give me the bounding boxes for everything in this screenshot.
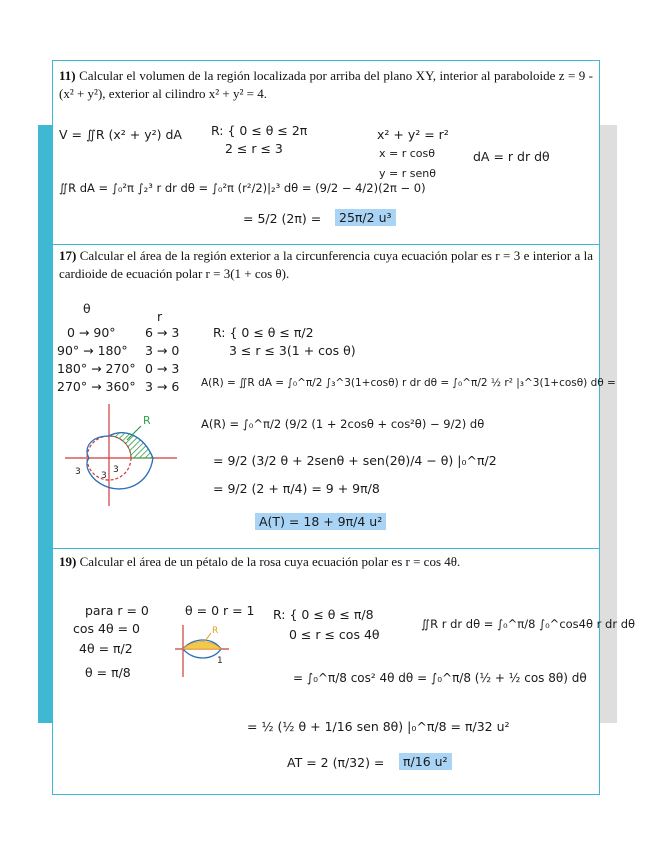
p19-integral-step-2: = ∫₀^π/8 cos² 4θ dθ = ∫₀^π/8 (½ + ½ cos 8θ) dθ bbox=[293, 671, 587, 685]
p17-theta-row-1: 0 → 90° bbox=[67, 325, 116, 340]
p19-total-area: AT = 2 (π/32) = bbox=[287, 755, 385, 770]
p19-final-answer: π/16 u² bbox=[399, 753, 452, 770]
p17-region-r: 3 ≤ r ≤ 3(1 + cos θ) bbox=[229, 343, 356, 358]
p19-region-theta: R: { 0 ≤ θ ≤ π/8 bbox=[273, 607, 374, 622]
p17-area-step-1: A(R) = ∬R dA = ∫₀^π/2 ∫₃^3(1+cosθ) r dr dθ = ∫₀^π/2 ½ r² |₃^3(1+cosθ) dθ = bbox=[201, 377, 616, 389]
p19-integral-step-3: = ½ (½ θ + 1/16 sen 8θ) |₀^π/8 = π/32 u² bbox=[247, 719, 510, 734]
p11-result-step: = 5/2 (2π) = bbox=[243, 211, 322, 226]
exercise-sheet bbox=[52, 60, 636, 795]
p19-integral-setup: ∬R r dr dθ = ∫₀^π/8 ∫₀^cos4θ r dr dθ bbox=[421, 617, 636, 631]
p17-r-row-4: 3 → 6 bbox=[145, 379, 180, 394]
p19-sketch-label-R: R bbox=[212, 626, 219, 636]
p19-setup-line-2: cos 4θ = 0 bbox=[73, 621, 140, 636]
p11-conversion-2: x = r cosθ bbox=[379, 147, 435, 160]
p17-r-header: r bbox=[157, 309, 163, 324]
problem-11-number: 11) bbox=[59, 68, 76, 83]
p17-theta-row-2: 90° → 180° bbox=[57, 343, 128, 358]
p19-sketch-label-1: 1 bbox=[217, 656, 223, 666]
p17-cardioid-sketch bbox=[61, 400, 181, 510]
problem-17-number: 17) bbox=[59, 248, 77, 263]
problem-19-statement bbox=[59, 553, 593, 571]
p19-region-r: 0 ≤ r ≤ cos 4θ bbox=[289, 627, 380, 642]
problem-11 bbox=[53, 61, 599, 247]
problem-19-text: Calcular el área de un pétalo de la rosa cuya ecuación polar es r = cos 4θ. bbox=[79, 554, 461, 569]
p17-r-row-2: 3 → 0 bbox=[145, 343, 180, 358]
p11-conversion-1: x² + y² = r² bbox=[377, 127, 449, 142]
p11-volume-integral: V = ∬R (x² + y²) dA bbox=[59, 127, 182, 142]
problem-19-number: 19) bbox=[59, 554, 77, 569]
p17-theta-row-4: 270° → 360° bbox=[57, 379, 136, 394]
p19-petal-sketch bbox=[171, 623, 231, 679]
p17-region-theta: R: { 0 ≤ θ ≤ π/2 bbox=[213, 325, 314, 340]
p11-region-r: 2 ≤ r ≤ 3 bbox=[225, 141, 283, 156]
p11-area-integral: ∬R dA = ∫₀²π ∫₂³ r dr dθ = ∫₀²π (r²/2)|₂³ dθ = (9/2 − 4/2)(2π − 0) bbox=[59, 181, 426, 195]
left-accent-strip bbox=[38, 125, 52, 723]
p17-sketch-label-3c: 3 bbox=[113, 465, 119, 475]
p17-theta-row-3: 180° → 270° bbox=[57, 361, 136, 376]
p17-sketch-label-3a: 3 bbox=[75, 467, 81, 477]
p17-sketch-label-R: R bbox=[143, 414, 151, 427]
p17-theta-header: θ bbox=[83, 301, 91, 316]
problem-19 bbox=[53, 548, 636, 796]
p11-region-theta: R: { 0 ≤ θ ≤ 2π bbox=[211, 123, 308, 138]
problem-17-text: Calcular el área de la región exterior a la circunferencia cuya ecuación polar es r = 3 e interior a la cardioide de ecuación polar r = 3(1 + cos θ). bbox=[59, 248, 593, 281]
p19-setup-line-4: θ = π/8 bbox=[85, 665, 131, 680]
problem-11-statement bbox=[59, 67, 593, 103]
p17-sketch-label-3b: 3 bbox=[101, 471, 107, 481]
p17-area-step-4: = 9/2 (2 + π/4) = 9 + 9π/8 bbox=[213, 481, 380, 496]
p19-setup-line-3: 4θ = π/2 bbox=[79, 641, 133, 656]
p11-final-answer: 25π/2 u³ bbox=[335, 209, 396, 226]
p17-final-answer: A(T) = 18 + 9π/4 u² bbox=[255, 513, 386, 530]
problem-17-statement bbox=[59, 247, 593, 283]
p17-r-row-3: 0 → 3 bbox=[145, 361, 180, 376]
p19-setup-line-1b: θ = 0 r = 1 bbox=[185, 603, 255, 618]
problem-11-text: Calcular el volumen de la región localizada por arriba del plano XY, interior al paraboloide z = 9 - (x² + y²), exterior al cilindro x² + y² = 4. bbox=[59, 68, 593, 101]
p11-conversion-3: y = r senθ bbox=[379, 167, 436, 180]
right-gray-strip bbox=[600, 125, 617, 723]
p17-area-step-3: = 9/2 (3/2 θ + 2senθ + sen(2θ)/4 − θ) |₀^π/2 bbox=[213, 453, 497, 468]
p11-area-element: dA = r dr dθ bbox=[473, 149, 550, 164]
problem-17 bbox=[53, 244, 616, 548]
p17-r-row-1: 6 → 3 bbox=[145, 325, 180, 340]
p19-setup-line-1: para r = 0 bbox=[85, 603, 149, 618]
p17-area-step-2: A(R) = ∫₀^π/2 (9/2 (1 + 2cosθ + cos²θ) − 9/2) dθ bbox=[201, 417, 485, 431]
